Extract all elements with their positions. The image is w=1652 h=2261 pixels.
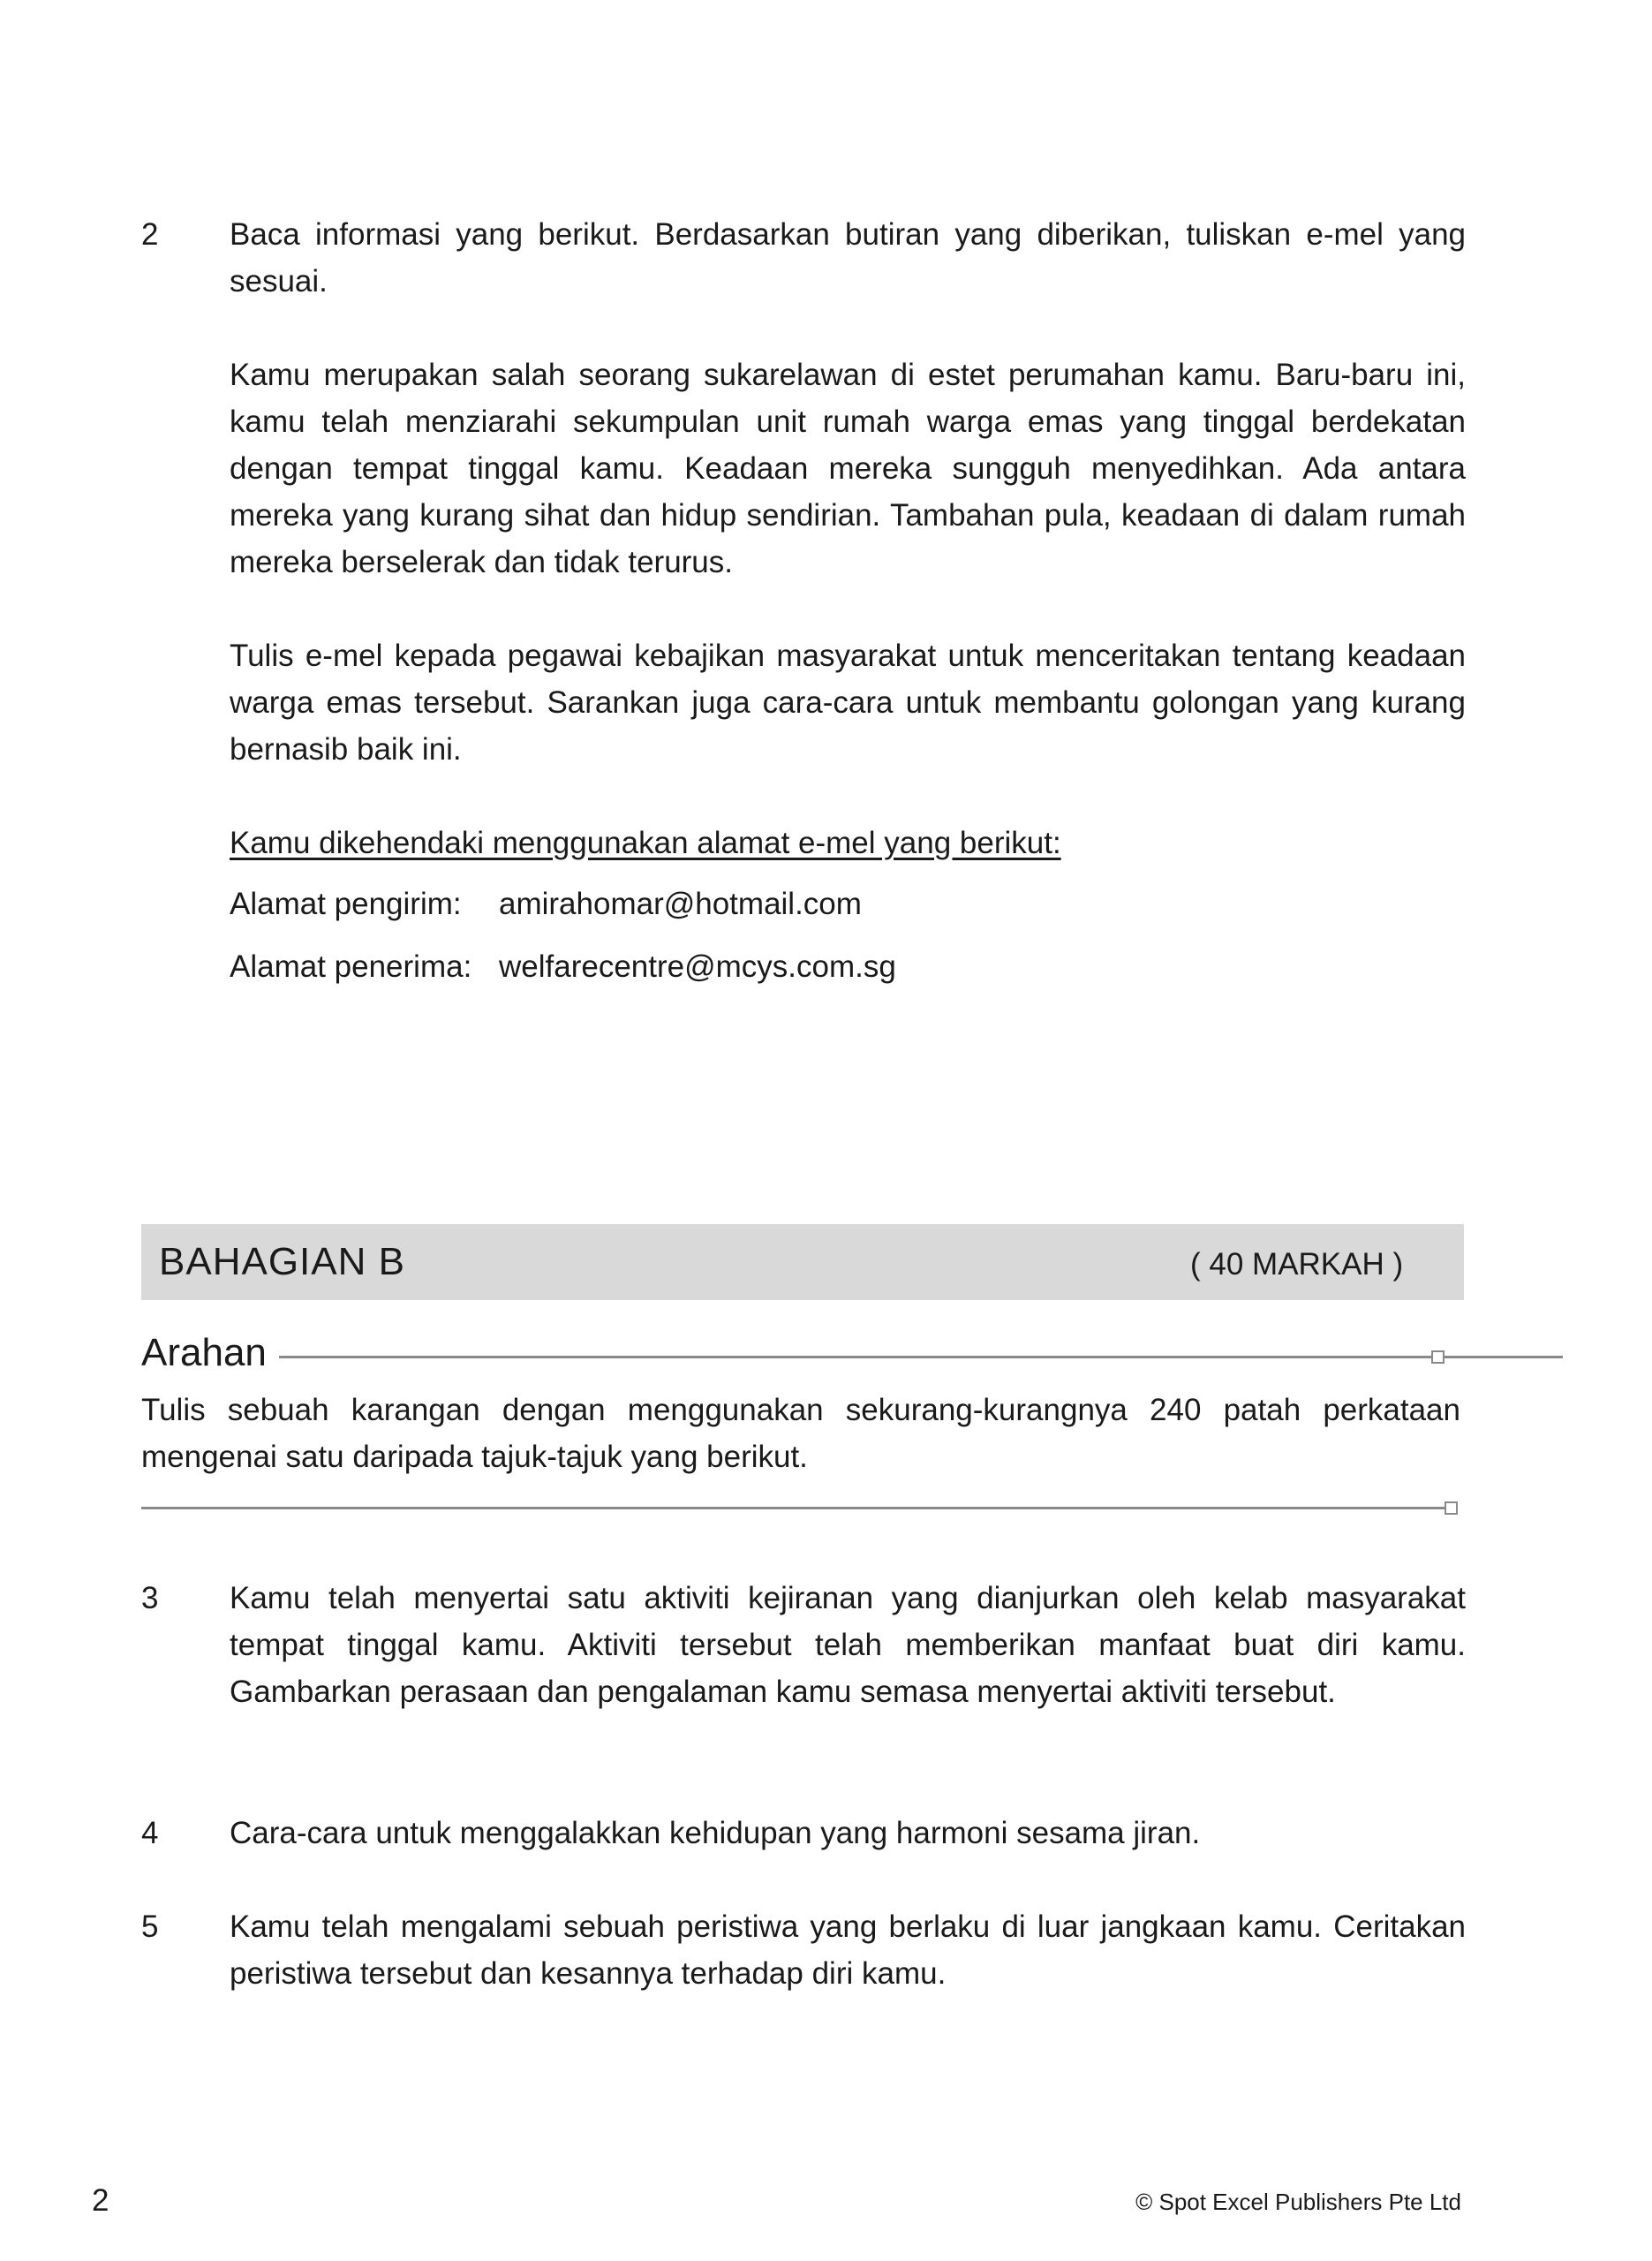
question-number: 5 <box>141 1909 159 1944</box>
section-header <box>141 1224 1464 1300</box>
question-body <box>230 1810 1466 1856</box>
instruction-text: Tulis sebuah karangan dengan menggunakan sekurang-kurangnya 240 patah perkataan mengenai satu daripada tajuk-tajuk yang berikut. <box>141 1393 1460 1474</box>
question-body <box>230 1903 1466 1997</box>
instruction-label: Arahan <box>141 1328 279 1378</box>
question-body <box>230 211 1466 1006</box>
question-number: 4 <box>141 1816 159 1850</box>
instruction-bottom-rule <box>141 1507 1446 1509</box>
sender-email: amirahomar@hotmail.com <box>499 887 862 921</box>
recipient-address-row <box>230 943 1466 990</box>
question-intro: Baca informasi yang berikut. Berdasarkan butiran yang diberikan, tuliskan e-mel yang sesuai. <box>230 217 1466 299</box>
sender-address-row <box>230 881 1466 927</box>
question-number: 2 <box>141 217 159 252</box>
recipient-email: welfarecentre@mcys.com.sg <box>499 949 896 984</box>
rule-end-marker <box>1445 1501 1458 1515</box>
instruction-heading <box>141 1328 1457 1381</box>
section-marks: ( 40 MARKAH ) <box>1190 1247 1404 1282</box>
question-scenario: Kamu merupakan salah seorang sukarelawan di estet perumahan kamu. Baru-baru ini, kamu telah menziarahi sekumpulan unit rumah warga emas yang tinggal berdekatan dengan tempat tinggal kamu. Keadaan mereka sungguh menyedihkan. Ada antara mereka yang kurang sihat dan hidup sendirian. Tambahan pula, keadaan di dalam rumah mereka berselerak dan tidak terurus. <box>230 358 1466 579</box>
question-text: Kamu telah menyertai satu aktiviti kejiranan yang dianjurkan oleh kelab masyarakat tempat tinggal kamu. Aktiviti tersebut telah memberikan manfaat buat diri kamu. Gambarkan perasaan dan pengalaman kamu semasa menyertai aktiviti tersebut. <box>230 1581 1466 1709</box>
sender-label: Alamat pengirim: <box>230 887 462 921</box>
question-body <box>230 1575 1466 1715</box>
recipient-label: Alamat penerima: <box>230 949 472 984</box>
page-number: 2 <box>92 2183 109 2218</box>
address-heading: Kamu dikehendaki menggunakan alamat e-mel yang berikut: <box>230 826 1061 860</box>
section-title: BAHAGIAN B <box>159 1240 405 1283</box>
question-text: Kamu telah mengalami sebuah peristiwa yang berlaku di luar jangkaan kamu. Ceritakan peristiwa tersebut dan kesannya terhadap diri kamu. <box>230 1909 1466 1991</box>
rule-end-marker <box>1431 1350 1445 1364</box>
question-task: Tulis e-mel kepada pegawai kebajikan masyarakat untuk menceritakan tentang keadaan warga emas tersebut. Sarankan juga cara-cara untuk membantu golongan yang kurang bernasib baik ini. <box>230 639 1466 767</box>
question-text: Cara-cara untuk menggalakkan kehidupan yang harmoni sesama jiran. <box>230 1816 1201 1850</box>
question-number: 3 <box>141 1581 159 1615</box>
instruction-top-rule <box>274 1356 1563 1358</box>
copyright-notice: © Spot Excel Publishers Pte Ltd <box>1135 2189 1461 2215</box>
